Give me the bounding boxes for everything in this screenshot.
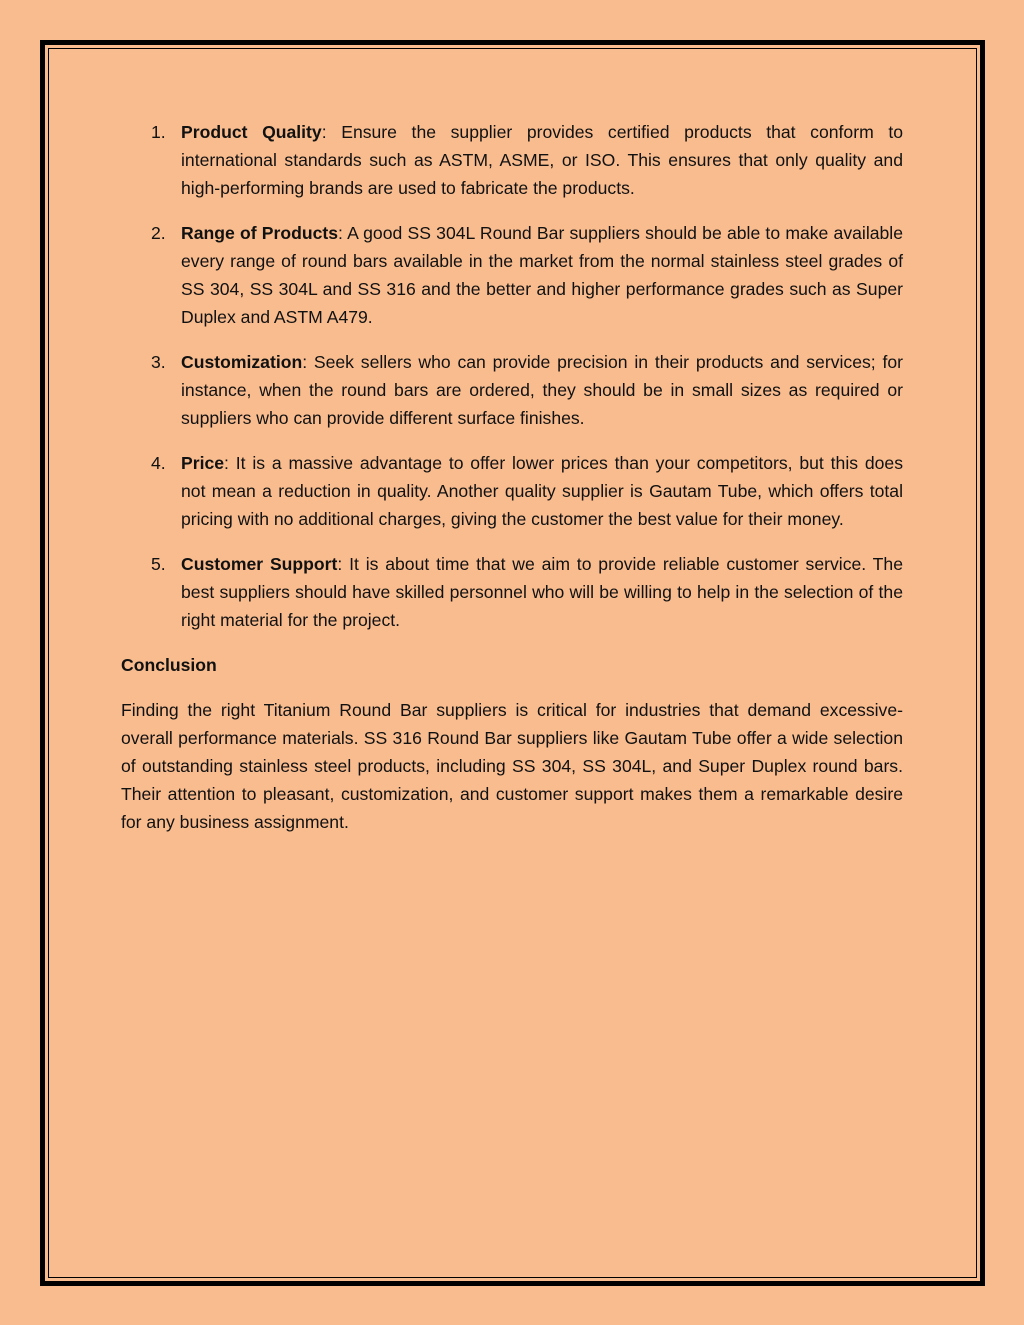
list-item: [121, 118, 903, 202]
list-item-text: : Seek sellers who can provide precision in their products and services; for instance, when the round bars are ordered, they should be in small sizes as required or suppliers who can provide different surface finishes.: [181, 352, 903, 428]
list-item-title: Range of Products: [181, 223, 339, 243]
list-item-title: Price: [181, 453, 225, 473]
list-item-title: Customer Support: [181, 554, 338, 574]
list-item-number: 2.: [151, 223, 166, 243]
list-item: [121, 550, 903, 634]
list-item-text: : Ensure the supplier provides certified products that conform to international standards such as ASTM, ASME, or ISO. This ensures that only quality and high-performing brands are used to fabricate the products.: [181, 122, 903, 198]
criteria-list: [121, 118, 903, 634]
conclusion-heading: Conclusion: [121, 655, 217, 675]
list-item-title: Product Quality: [181, 122, 322, 142]
list-item-number: 1.: [151, 122, 166, 142]
list-item: [121, 449, 903, 533]
list-item-text: : It is about time that we aim to provide reliable customer service. The best suppliers should have skilled personnel who will be willing to help in the selection of the right material for the project.: [181, 554, 903, 630]
list-item: [121, 219, 903, 331]
list-item-number: 4.: [151, 453, 166, 473]
list-item-text: : It is a massive advantage to offer lower prices than your competitors, but this does not mean a reduction in quality. Another quality supplier is Gautam Tube, which offers total pricing with no additional charges, giving the customer the best value for their money.: [181, 453, 903, 529]
conclusion-paragraph: Finding the right Titanium Round Bar suppliers is critical for industries that demand excessive-overall performance materials. SS 316 Round Bar suppliers like Gautam Tube offer a wide selection of outstanding stainless steel products, including SS 304, SS 304L, and Super Duplex round bars. Their attention to pleasant, customization, and customer support makes them a remarkable desire for any business assignment.: [121, 700, 903, 832]
list-item-number: 5.: [151, 554, 166, 574]
list-item-number: 3.: [151, 352, 166, 372]
document-body: [121, 118, 903, 836]
list-item: [121, 348, 903, 432]
list-item-title: Customization: [181, 352, 303, 372]
list-item-text: : A good SS 304L Round Bar suppliers should be able to make available every range of round bars available in the market from the normal stainless steel grades of SS 304, SS 304L and SS 316 and the better and higher performance grades such as Super Duplex and ASTM A479.: [181, 223, 903, 327]
